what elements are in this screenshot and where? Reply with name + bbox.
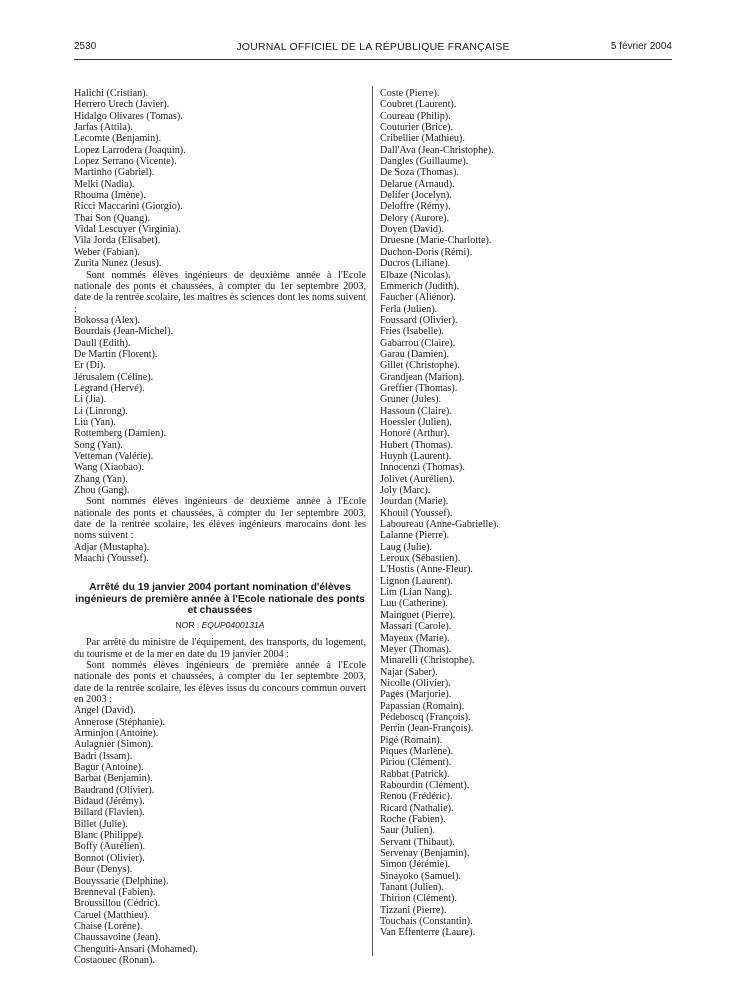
list-item: Legrand (Hervé). xyxy=(74,382,145,394)
list-item: Jourdan (Marie). xyxy=(380,496,449,508)
list-item: Laboureau (Anne-Gabrielle). xyxy=(380,519,499,531)
name-list-masters xyxy=(74,315,366,497)
list-item: Li (Linrong). xyxy=(74,405,128,417)
nor-reference xyxy=(74,620,366,631)
list-item: Boffy (Aurélien). xyxy=(74,841,146,853)
list-item: Rabbat (Patrick). xyxy=(380,768,450,780)
list-item: Chenguiti-Ansari (Mohamed). xyxy=(74,943,198,955)
list-item: Van Effenterre (Laure). xyxy=(380,927,476,939)
list-item: Laug (Julie). xyxy=(380,541,433,553)
list-item: Luu (Catherine). xyxy=(380,598,448,610)
list-item: Vetteman (Valérie). xyxy=(74,451,154,462)
list-item: Zhang (Yan). xyxy=(74,473,128,485)
list-item: Cribellier (Mathieu). xyxy=(380,133,465,145)
list-item: Foussard (Olivier). xyxy=(380,314,458,326)
list-item: Delory (Aurore). xyxy=(380,212,450,224)
list-item: Vidal Lescuyer (Virginia). xyxy=(74,224,181,236)
list-item: Lignon (Laurent). xyxy=(380,575,453,587)
list-item: Billet (Julie). xyxy=(74,818,128,830)
list-item: Khouil (Youssef). xyxy=(380,507,453,519)
list-item: Adjar (Mustapha). xyxy=(74,541,150,553)
list-item: Piriou (Clément). xyxy=(380,757,452,769)
list-item: Weber (Fabian). xyxy=(74,246,140,258)
page-number: 2530 xyxy=(74,41,97,52)
list-item: Jarfas (Attila). xyxy=(74,122,133,134)
list-item: Wang (Xiaobao). xyxy=(74,462,144,474)
list-item: Leroux (Sébastien). xyxy=(380,553,461,565)
list-item: Gabarrou (Claire). xyxy=(380,337,456,349)
list-item: Thirion (Clément). xyxy=(380,893,457,905)
list-item: Tizzani (Pierre). xyxy=(380,904,447,916)
header-rule xyxy=(74,59,672,60)
list-item: Billard (Flavien). xyxy=(74,807,145,819)
list-item: Halichi (Cristian). xyxy=(74,88,149,99)
list-item: Liu (Yan). xyxy=(74,416,116,428)
list-item: Duchon-Doris (Rémi). xyxy=(380,246,473,258)
list-item: Aulagnier (Simon). xyxy=(74,739,154,751)
list-item: Dall'Ava (Jean-Christophe). xyxy=(380,144,494,156)
list-item: Coubret (Laurent). xyxy=(380,99,457,111)
list-item: Caruel (Matthieu). xyxy=(74,909,150,921)
list-item: Jolivet (Aurélien). xyxy=(380,473,455,485)
list-item: Zurita Nunez (Jesus). xyxy=(74,258,162,270)
list-item: Costaouec (Ronan). xyxy=(74,954,155,966)
nor-label: NOR : xyxy=(175,619,200,630)
name-list-maroc xyxy=(74,542,366,565)
list-item: Sinayoko (Samuel). xyxy=(380,870,461,882)
list-item: Thai Son (Quang). xyxy=(74,212,151,224)
list-item: L'Hostis (Anne-Fleur). xyxy=(380,564,473,576)
list-item: Arminjon (Antoine). xyxy=(74,728,159,740)
list-item: Bokossa (Alex). xyxy=(74,314,141,326)
list-item: Tanant (Julien). xyxy=(380,882,444,894)
list-item: Emmerich (Judith). xyxy=(380,280,460,292)
list-item: Chaussavoine (Jean). xyxy=(74,932,161,944)
column-divider xyxy=(372,86,373,956)
list-item: Huynh (Laurent). xyxy=(380,451,452,462)
list-item: Coste (Pierre). xyxy=(380,88,440,99)
list-item: Greffier (Thomas). xyxy=(380,382,458,394)
list-item: Doyen (David). xyxy=(380,224,444,236)
list-item: Rottemberg (Damien). xyxy=(74,428,167,440)
list-item: Hubert (Thomas). xyxy=(380,439,453,451)
list-item: Song (Yan). xyxy=(74,439,123,451)
list-item: Hoessler (Julien). xyxy=(380,416,452,428)
list-item: Gruner (Jules). xyxy=(380,394,442,406)
list-item: Elbaze (Nicolas). xyxy=(380,269,451,281)
list-item: Renou (Frédéric). xyxy=(380,791,453,803)
list-item: Saur (Julien). xyxy=(380,825,435,837)
list-item: Angel (David). xyxy=(74,705,136,717)
paragraph-maroc: Sont nommés élèves ingénieurs de deuxième année à l'Ecole nationale des ponts et chaussées, à compter du 1er septembre 2003, date de la rentrée scolaire, les élèves ingénieurs marocains dont les noms suivent : xyxy=(74,496,366,542)
right-column xyxy=(380,88,676,939)
list-item: Roche (Fabien). xyxy=(380,814,446,825)
list-item: Coureau (Philip). xyxy=(380,110,451,122)
list-item: Perrin (Jean-François). xyxy=(380,723,474,735)
list-item: Grandjean (Marion). xyxy=(380,371,465,383)
list-item: Jérusalem (Céline). xyxy=(74,371,154,383)
arrete-title: Arrêté du 19 janvier 2004 portant nomination d'élèves ingénieurs de première année à l'Ecole nationale des ponts et chaussées xyxy=(75,582,365,617)
list-item: Bagur (Antoine). xyxy=(74,762,144,774)
list-item: Bonnot (Olivier). xyxy=(74,852,145,864)
list-item: Mainguet (Pierre). xyxy=(380,609,456,621)
list-item: Faucher (Aliénor). xyxy=(380,292,456,304)
name-list-top xyxy=(74,88,366,270)
list-item: Rhouma (Imène). xyxy=(74,190,146,202)
list-item: Vila Jorda (Elisabet). xyxy=(74,235,161,247)
list-item: Martinho (Gabriel). xyxy=(74,167,155,179)
section-gap xyxy=(74,564,366,582)
list-item: De Soza (Thomas). xyxy=(380,167,459,179)
list-item: Herrero Urech (Javier). xyxy=(74,99,170,111)
nor-code: EQUP0400131A xyxy=(201,619,265,630)
list-item: Barbat (Benjamin). xyxy=(74,773,153,785)
list-item: Minarelli (Christophe). xyxy=(380,655,475,667)
list-item: Joly (Marc). xyxy=(380,485,431,497)
list-item: Lopez Serrano (Vicente). xyxy=(74,156,177,168)
list-item: Blanc (Philippe). xyxy=(74,830,144,842)
list-item: Chaise (Lorène). xyxy=(74,920,143,932)
list-item: Hidalgo Olivares (Tomas). xyxy=(74,110,183,122)
page-header xyxy=(74,41,672,57)
list-item: Broussillou (Cédric). xyxy=(74,898,161,910)
list-item: Lecomte (Benjamin). xyxy=(74,133,162,145)
list-item: Nicolle (Olivier). xyxy=(380,677,451,689)
list-item: Honoré (Arthur). xyxy=(380,428,450,440)
list-item: Daull (Edith). xyxy=(74,337,131,349)
list-item: Delifer (Jocelyn). xyxy=(380,190,452,202)
list-item: Bourdais (Jean-Michel). xyxy=(74,326,174,338)
list-item: Ricci Maccarini (Giorgio). xyxy=(74,201,183,213)
list-item: Bour (Denys). xyxy=(74,864,133,876)
list-item: Bouyssarie (Delphine). xyxy=(74,875,169,887)
list-item: Pigé (Romain). xyxy=(380,734,443,746)
list-item: Bidaud (Jérémy). xyxy=(74,796,145,808)
list-item: Massari (Carole). xyxy=(380,621,452,633)
list-item: Badri (Issam). xyxy=(74,750,133,762)
paragraph-masters: Sont nommés élèves ingénieurs de deuxième année à l'Ecole nationale des ponts et chaussées, à compter du 1er septembre 2003, date de la rentrée scolaire, les maîtres ès sciences dont les noms suivent : xyxy=(74,269,366,315)
list-item: Servant (Thibaut). xyxy=(380,836,455,848)
list-item: Dangles (Guillaume). xyxy=(380,156,469,168)
list-item: Melki (Nadia). xyxy=(74,178,135,190)
name-list-first-year xyxy=(74,705,366,966)
list-item: Touchais (Constantin). xyxy=(380,916,473,928)
paragraph-first-year: Sont nommés élèves ingénieurs de première année à l'Ecole nationale des ponts et chaussées, à compter du 1er septembre 2003, date de la rentrée scolaire, les élèves issus du concours commun ouvert en 2003 : xyxy=(74,659,366,705)
list-item: Servenay (Benjamin). xyxy=(380,848,470,860)
list-item: De Martin (Florent). xyxy=(74,348,158,360)
list-item: Ferla (Julien). xyxy=(380,303,438,315)
list-item: Lalanne (Pierre). xyxy=(380,530,450,542)
issue-date: 5 février 2004 xyxy=(610,41,672,52)
list-item: Lopez Larrodera (Joaquin). xyxy=(74,144,186,156)
list-item: Fries (Isabelle). xyxy=(380,326,444,338)
list-item: Delarue (Arnaud). xyxy=(380,178,455,190)
list-item: Li (Jia). xyxy=(74,394,107,406)
list-item: Rabourdin (Clément). xyxy=(380,779,470,791)
list-item: Zhou (Gang). xyxy=(74,485,130,497)
list-item: Piques (Marlène). xyxy=(380,745,453,757)
list-item: Er (Di). xyxy=(74,360,106,372)
list-item: Deloffre (Rémy). xyxy=(380,201,451,213)
list-item: Mayeux (Marie). xyxy=(380,632,450,644)
list-item: Najar (Saber). xyxy=(380,666,438,678)
list-item: Druesne (Marie-Charlotte). xyxy=(380,235,492,247)
list-item: Ducros (Liliane). xyxy=(380,258,451,270)
list-item: Ricard (Nathalie). xyxy=(380,802,454,814)
list-item: Baudrand (Olivier). xyxy=(74,784,155,796)
list-item: Pédeboscq (François). xyxy=(380,711,471,723)
left-column xyxy=(74,88,366,966)
list-item: Gillet (Christophe). xyxy=(380,360,460,372)
list-item: Garau (Damien). xyxy=(380,348,450,360)
list-item: Innocenzi (Thomas). xyxy=(380,462,465,474)
list-item: Hassoun (Claire). xyxy=(380,405,452,417)
list-item: Papassian (Romain). xyxy=(380,700,465,712)
journal-title: JOURNAL OFFICIEL DE LA RÉPUBLIQUE FRANÇAISE xyxy=(236,41,510,53)
list-item: Simon (Jérémie). xyxy=(380,859,451,871)
list-item: Couturier (Brice). xyxy=(380,122,453,134)
list-item: Pagès (Marjorie). xyxy=(380,689,452,701)
list-item: Meyer (Thomas). xyxy=(380,643,452,655)
name-list-right xyxy=(380,88,676,939)
list-item: Brenneval (Fabien). xyxy=(74,886,156,898)
list-item: Annerose (Stéphanie). xyxy=(74,716,166,728)
list-item: Maachi (Youssef). xyxy=(74,553,149,565)
list-item: Lim (Lian Nang). xyxy=(380,587,453,599)
paragraph-decree: Par arrêté du ministre de l'équipement, des transports, du logement, du tourisme et de la mer en date du 19 janvier 2004 : xyxy=(74,637,366,660)
